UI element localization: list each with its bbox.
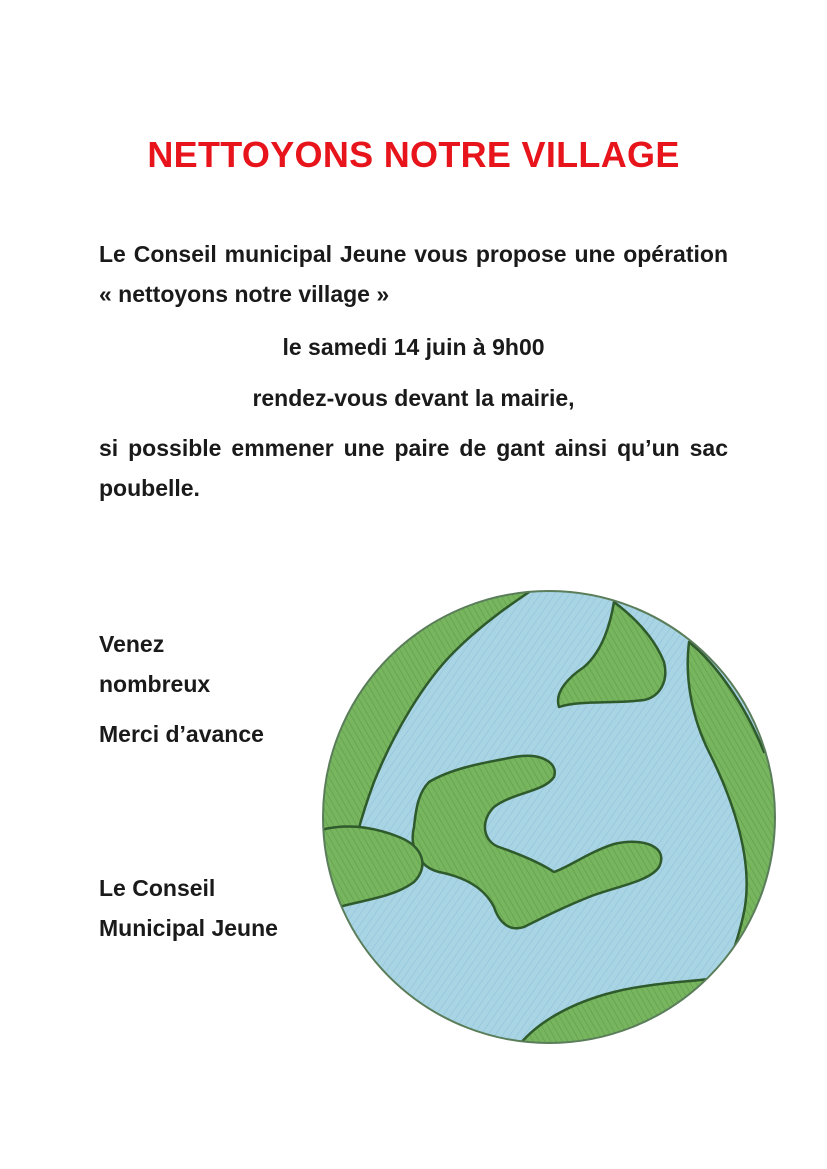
come-many-text: Venez nombreux [99, 631, 211, 697]
earth-globe-illustration [314, 582, 784, 1052]
signature-text: Le Conseil Municipal Jeune [99, 875, 278, 941]
event-date: le samedi 14 juin à 9h00 [282, 334, 545, 360]
poster-title: NETTOYONS NOTRE VILLAGE [147, 134, 680, 176]
intro-paragraph: Le Conseil municipal Jeune vous propose une opération « nettoyons notre village » [99, 241, 728, 307]
bring-items-note: si possible emmener une paire de gant ainsi qu’un sac poubelle. [99, 435, 728, 501]
meeting-point: rendez-vous devant la mairie, [252, 385, 575, 411]
thanks-text: Merci d’avance [99, 721, 264, 747]
